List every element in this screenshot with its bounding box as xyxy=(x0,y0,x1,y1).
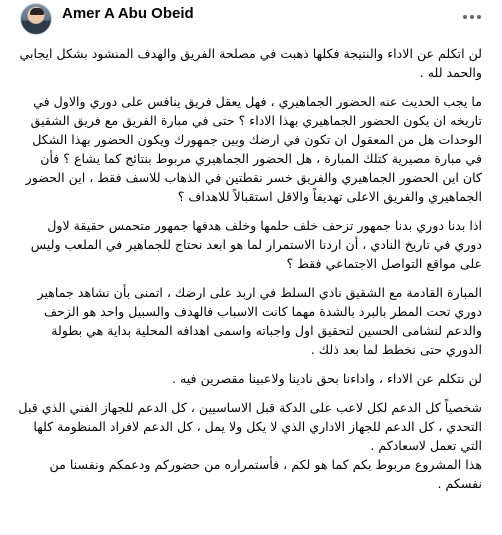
post-text xyxy=(18,44,482,493)
post-header xyxy=(0,0,502,40)
post-paragraph: شخصياً كل الدعم لكل لاعب على الدكة قبل الاساسيين ، كل الدعم للجهاز الفني الذي قبل التحدي ، كل الدعم للجهاز الاداري الذي لا يكل ولا يمل ، كل الدعم لافراد المنظومة كلها التي تعمل لاسعادكم . xyxy=(18,400,482,453)
post-paragraph: اذا بدنا دوري بدنا جمهور تزحف خلف حلمها وخلف هدفها جمهور متحمس حقيقة لاول دوري في تاريخ النادي ، أن اردنا الاستمرار لما هو ابعد نحتاج للجماهير في الملعب وليس على مواقع التواصل الاجتماعي فقط ؟ xyxy=(30,218,482,271)
post-paragraph: المبارة القادمة مع الشقيق نادي السلط في اربد على ارضك ، اتمنى بأن نشاهد جماهير دوري تحت المطر بالبرد بالشدة مهما كانت الاسباب فالهدف والسبيل واحد هو الزحف والدعم لنشامى الحسين لتحقيق اول واجباته واسمى اهدافه المحلية بداية هي بطولة الدوري حتى نخطط لما بعد ذلك . xyxy=(37,285,482,357)
post-paragraph: ما يجب الحديث عنه الحضور الجماهيري ، فهل يعقل فريق ينافس على دوري والاول في تاريخه ان يكون الحضور الجماهيري بهذا الاداء ؟ حتى في مبارة الفريق مع فريق الشقيق الوحدات هل من المعقول ان تكون في ارضك وبين جمهورك ويكون الحضور بهذا الشكل في مبارة مصيرية كتلك المبارة ، هل الحضور الجماهيري مربوط بنتائج كما يشاع ؟ فأن كان اين الحضور الجماهيري والفريق خسر نقطتين في الذهاب للاسف فقط ، اين الحضور الجماهيري والفريق الاعلى تهديفاً والاقل استقبالاً للاهداف ؟ xyxy=(25,94,482,204)
avatar-hair xyxy=(30,8,44,15)
post-paragraph: لن اتكلم عن الاداء والنتيجة فكلها ذهبت في مصلحة الفريق والهدف المنشود بشكل ايجابي والحمد لله . xyxy=(19,46,482,80)
post-paragraph: هذا المشروع مربوط بكم كما هو لكم ، فأستمراره من حضوركم ودعمكم ونفسنا من نفسكم . xyxy=(49,457,482,491)
post-paragraph: لن نتكلم عن الاداء ، واداءنا بحق نادينا ولاعبينا مقصرين فيه . xyxy=(172,371,482,386)
more-options-icon[interactable] xyxy=(458,6,486,28)
author-name[interactable]: Amer A Abu Obeid xyxy=(62,5,194,22)
author-avatar[interactable] xyxy=(20,3,52,35)
